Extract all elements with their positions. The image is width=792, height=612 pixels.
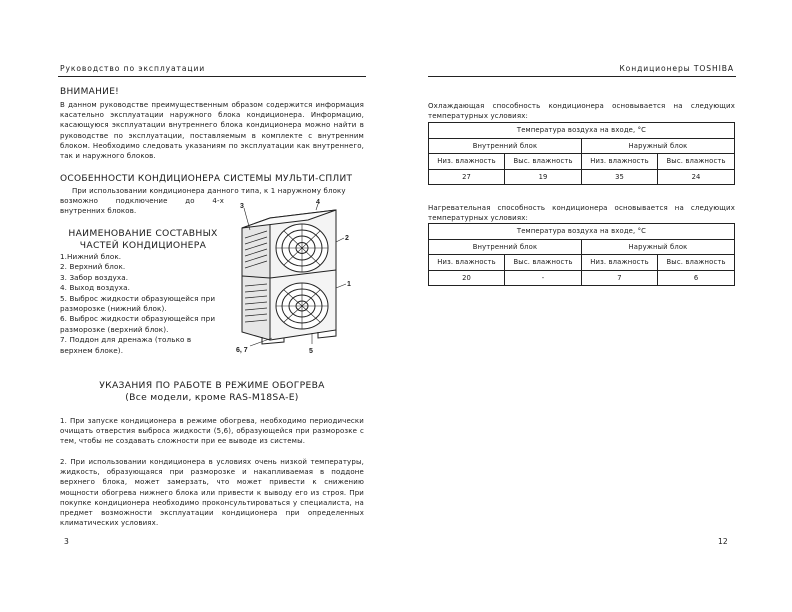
heating-conditions-table (428, 223, 735, 286)
table-header-cell: Температура воздуха на входе, °С (429, 123, 735, 139)
table-cell: 24 (658, 169, 735, 185)
figure-label-5: 5 (309, 348, 313, 355)
warning-text: В данном руководстве преимущественным образом содержится информация касательно эксплуатации наружного блока кондиционера. Информацию, касающуюся эксплуатации внутреннего блока кондиционера можно найти в руководстве по эксплуатации, поставляемым в комплекте с внутренним блоком. Необходимо следовать указаниям по эксплуатации как внутреннего, так и наружного блоков. (60, 101, 364, 161)
cooling-intro: Охлаждающая способность кондиционера основывается на следующих температурных условиях: (428, 102, 735, 121)
figure-label-2: 2 (345, 235, 349, 242)
right-page-number: 12 (718, 537, 728, 546)
outdoor-unit-cell: Наружный блок (581, 239, 734, 255)
table-cell: 6 (658, 270, 735, 286)
cooling-conditions-table (428, 122, 735, 185)
heating-intro: Нагревательная способность кондиционера основывается на следующих температурных условиях: (428, 204, 735, 223)
warning-title: ВНИМАНИЕ! (60, 87, 120, 97)
multisplit-title: ОСОБЕННОСТИ КОНДИЦИОНЕРА СИСТЕМЫ МУЛЬТИ-СПЛИТ (60, 174, 353, 184)
left-page-number: 3 (64, 537, 69, 546)
list-item: 7. Поддон для дренажа (только в верхнем блоке). (60, 335, 192, 355)
table-cell: Низ. влажность (581, 154, 657, 170)
list-item: 2. Верхний блок. (60, 262, 126, 272)
list-item: 6. Выброс жидкости образующейся при разморозке (верхний блок). (60, 314, 216, 334)
table-header-cell: Температура воздуха на входе, °С (429, 224, 735, 240)
figure-label-3: 3 (240, 203, 244, 210)
list-item: 5. Выброс жидкости образующейся при разморозке (нижний блок). (60, 293, 216, 314)
table-cell: Выс. влажность (658, 154, 735, 170)
indoor-unit-cell: Внутренний блок (429, 239, 582, 255)
table-cell: 19 (505, 169, 582, 185)
left-page-header: Руководство по эксплуатации (60, 64, 206, 73)
table-cell: Низ. влажность (429, 255, 505, 271)
list-item: 4. Выход воздуха. (60, 283, 130, 293)
table-row (429, 169, 735, 185)
table-cell: 7 (581, 270, 657, 286)
table-cell: - (505, 270, 582, 286)
table-cell: Низ. влажность (581, 255, 657, 271)
parts-title-line-2: ЧАСТЕЙ КОНДИЦИОНЕРА (79, 240, 207, 251)
parts-title-line-1: НАИМЕНОВАНИЕ СОСТАВНЫХ (68, 228, 218, 239)
outdoor-unit-illustration (232, 198, 358, 360)
figure-label-6-7: 6, 7 (236, 347, 248, 354)
right-header-rule (428, 76, 736, 77)
table-cell: Низ. влажность (429, 154, 505, 170)
figure-label-1: 1 (347, 281, 351, 288)
table-cell: Выс. влажность (505, 255, 582, 271)
table-row (429, 123, 735, 139)
table-cell: 35 (581, 169, 657, 185)
parts-title (58, 228, 228, 252)
outdoor-unit-cell: Наружный блок (581, 138, 734, 154)
table-cell: 27 (429, 169, 505, 185)
multisplit-text-3: внутренних блоков. (60, 207, 137, 215)
table-cell: Выс. влажность (658, 255, 735, 271)
figure-label-4: 4 (316, 199, 320, 206)
heating-paragraph-2: 2. При использовании кондиционера в условиях очень низкой температуры, жидкость, образующаяся при разморозке и накапливаемая в поддоне верхнего блока, может замерзать, что может привести к снижению мощности обогрева нижнего блока или привести к выводу его из строя. При покупке кондиционера необходимо проконсультироваться у специалиста, на предмет возможности эксплуатации кондиционера при определенных климатических условиях. (60, 458, 364, 528)
heating-title: УКАЗАНИЯ ПО РАБОТЕ В РЕЖИМЕ ОБОГРЕВА (99, 380, 325, 391)
table-row (429, 154, 735, 170)
heating-subtitle: (Все модели, кроме RAS-M18SA-E) (125, 392, 299, 403)
right-page-header: Кондиционеры TOSHIBA (619, 64, 734, 73)
parts-list (60, 252, 224, 356)
table-row (429, 138, 735, 154)
table-row (429, 239, 735, 255)
multisplit-text-1: При использовании кондиционера данного типа, к 1 наружному блоку (72, 187, 346, 195)
list-item: 1.Нижний блок. (60, 252, 122, 261)
left-header-rule (58, 76, 366, 77)
indoor-unit-cell: Внутренний блок (429, 138, 582, 154)
table-row (429, 224, 735, 240)
table-cell: 20 (429, 270, 505, 286)
list-item: 3. Забор воздуха. (60, 272, 129, 282)
table-cell: Выс. влажность (505, 154, 582, 170)
table-row (429, 255, 735, 271)
heating-paragraph-1: 1. При запуске кондиционера в режиме обогрева, необходимо периодически очищать отверстия выброса жидкости (5,6), образующейся при разморозке с тем, чтобы не создавать сложности при ее выводе из системы. (60, 417, 364, 446)
multisplit-text-2: возможно подключение до 4-х (60, 197, 224, 205)
table-row (429, 270, 735, 286)
heating-heading (58, 380, 366, 404)
